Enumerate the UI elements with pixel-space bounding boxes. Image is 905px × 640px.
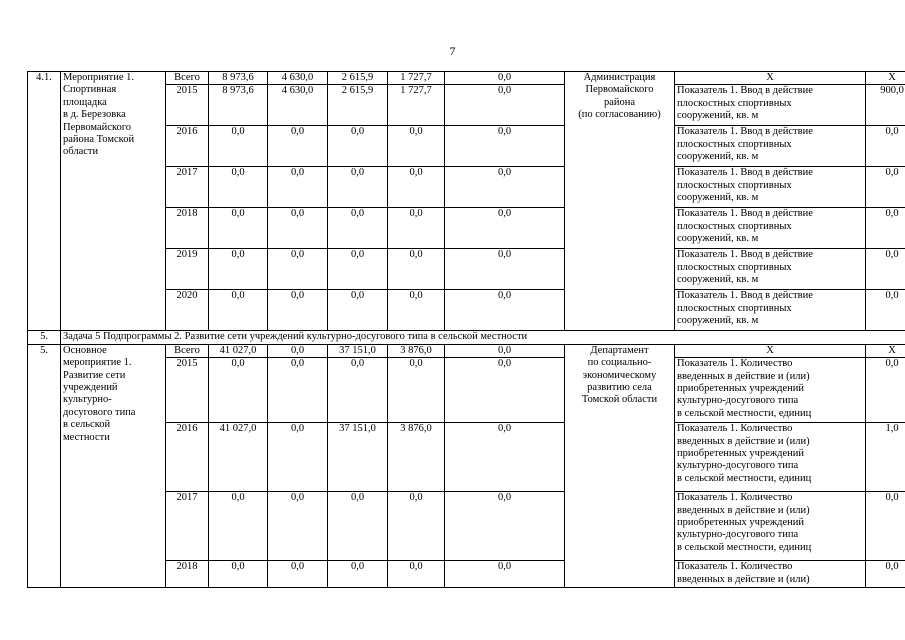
other-amount: 0,0 [445,423,565,492]
federal-amount: 0,0 [268,126,328,167]
row-number: 4.1. [28,72,61,331]
total-amount: 0,0 [209,561,268,588]
total-amount: 0,0 [209,167,268,208]
local-amount: 3 876,0 [388,423,445,492]
total-amount: 8 973,6 [209,72,268,85]
year-cell: 2017 [166,492,209,561]
year-cell: 2015 [166,358,209,423]
task-title: Задача 5 Подпрограммы 2. Развитие сети учреждений культурно-досугового типа в сельской местности [61,331,905,344]
indicator-cell: Показатель 1. Ввод в действие плоскостных спортивных сооружений, кв. м [675,126,866,167]
other-amount: 0,0 [445,208,565,249]
indicator-value: 0,0 [866,561,905,588]
regional-amount: 0,0 [328,561,388,588]
regional-amount: 0,0 [328,290,388,331]
row-number: 5. [28,344,61,587]
federal-amount: 0,0 [268,208,328,249]
regional-amount: 0,0 [328,249,388,290]
local-amount: 0,0 [388,167,445,208]
regional-amount: 2 615,9 [328,72,388,85]
federal-amount: 0,0 [268,249,328,290]
total-amount: 41 027,0 [209,344,268,357]
year-cell: Всего [166,72,209,85]
other-amount: 0,0 [445,126,565,167]
other-amount: 0,0 [445,344,565,357]
year-cell: 2020 [166,290,209,331]
table-row [28,344,905,357]
federal-amount: 0,0 [268,358,328,423]
executor: Департамент по социально- экономическому развитию села Томской области [565,344,675,587]
regional-amount: 37 151,0 [328,344,388,357]
year-cell: 2015 [166,85,209,126]
total-amount: 0,0 [209,358,268,423]
section-header-row [28,331,905,344]
local-amount: 1 727,7 [388,85,445,126]
federal-amount: 0,0 [268,561,328,588]
row-number: 5. [28,331,61,344]
regional-amount: 0,0 [328,208,388,249]
year-cell: 2019 [166,249,209,290]
other-amount: 0,0 [445,72,565,85]
program-table [27,71,905,588]
indicator-cell: X [675,72,866,85]
other-amount: 0,0 [445,85,565,126]
year-cell: 2017 [166,167,209,208]
indicator-cell: Показатель 1. Количество введенных в действие и (или) приобретенных учреждений культурно-досугового типа в сельской местности, единиц [675,492,866,561]
federal-amount: 0,0 [268,492,328,561]
indicator-value: 0,0 [866,249,905,290]
indicator-cell: Показатель 1. Количество введенных в действие и (или) приобретенных учреждений культурно-досугового типа в сельской местности, единиц [675,423,866,492]
federal-amount: 0,0 [268,167,328,208]
indicator-cell: Показатель 1. Количество введенных в действие и (или) приобретенных учреждений культурно-досугового типа в сельской местности, единиц [675,358,866,423]
indicator-value: 1,0 [866,423,905,492]
total-amount: 0,0 [209,208,268,249]
local-amount: 0,0 [388,208,445,249]
indicator-value: 900,0 [866,85,905,126]
local-amount: 0,0 [388,126,445,167]
local-amount: 1 727,7 [388,72,445,85]
federal-amount: 4 630,0 [268,72,328,85]
indicator-cell: Показатель 1. Ввод в действие плоскостных спортивных сооружений, кв. м [675,249,866,290]
total-amount: 0,0 [209,492,268,561]
total-amount: 0,0 [209,249,268,290]
local-amount: 3 876,0 [388,344,445,357]
event-name: Основное мероприятие 1. Развитие сети учреждений культурно- досугового типа в сельской местности [61,344,166,587]
page-number: 7 [449,44,456,58]
total-amount: 0,0 [209,290,268,331]
indicator-cell: Показатель 1. Ввод в действие плоскостных спортивных сооружений, кв. м [675,167,866,208]
year-cell: 2016 [166,126,209,167]
table-body [28,72,905,588]
indicator-cell: Показатель 1. Количество введенных в действие и (или) [675,561,866,588]
other-amount: 0,0 [445,249,565,290]
regional-amount: 0,0 [328,167,388,208]
year-cell: 2018 [166,208,209,249]
federal-amount: 0,0 [268,423,328,492]
local-amount: 0,0 [388,249,445,290]
indicator-value: 0,0 [866,126,905,167]
indicator-cell: Показатель 1. Ввод в действие плоскостных спортивных сооружений, кв. м [675,85,866,126]
local-amount: 0,0 [388,358,445,423]
year-cell: 2018 [166,561,209,588]
regional-amount: 2 615,9 [328,85,388,126]
other-amount: 0,0 [445,167,565,208]
total-amount: 8 973,6 [209,85,268,126]
table-row [28,72,905,85]
indicator-value: 0,0 [866,358,905,423]
year-cell: Всего [166,344,209,357]
regional-amount: 0,0 [328,492,388,561]
other-amount: 0,0 [445,290,565,331]
indicator-value: 0,0 [866,208,905,249]
event-name: Мероприятие 1. Спортивная площадка в д. Березовка Первомайского района Томской области [61,72,166,331]
indicator-cell: X [675,344,866,357]
other-amount: 0,0 [445,561,565,588]
indicator-value: 0,0 [866,492,905,561]
local-amount: 0,0 [388,290,445,331]
executor: Администрация Первомайского района (по согласованию) [565,72,675,331]
indicator-value: 0,0 [866,167,905,208]
other-amount: 0,0 [445,358,565,423]
total-amount: 41 027,0 [209,423,268,492]
local-amount: 0,0 [388,561,445,588]
indicator-value: 0,0 [866,290,905,331]
regional-amount: 0,0 [328,358,388,423]
local-amount: 0,0 [388,492,445,561]
year-cell: 2016 [166,423,209,492]
other-amount: 0,0 [445,492,565,561]
indicator-value: X [866,344,905,357]
total-amount: 0,0 [209,126,268,167]
federal-amount: 4 630,0 [268,85,328,126]
indicator-cell: Показатель 1. Ввод в действие плоскостных спортивных сооружений, кв. м [675,208,866,249]
federal-amount: 0,0 [268,344,328,357]
indicator-value: X [866,72,905,85]
federal-amount: 0,0 [268,290,328,331]
regional-amount: 0,0 [328,126,388,167]
regional-amount: 37 151,0 [328,423,388,492]
indicator-cell: Показатель 1. Ввод в действие плоскостных спортивных сооружений, кв. м [675,290,866,331]
